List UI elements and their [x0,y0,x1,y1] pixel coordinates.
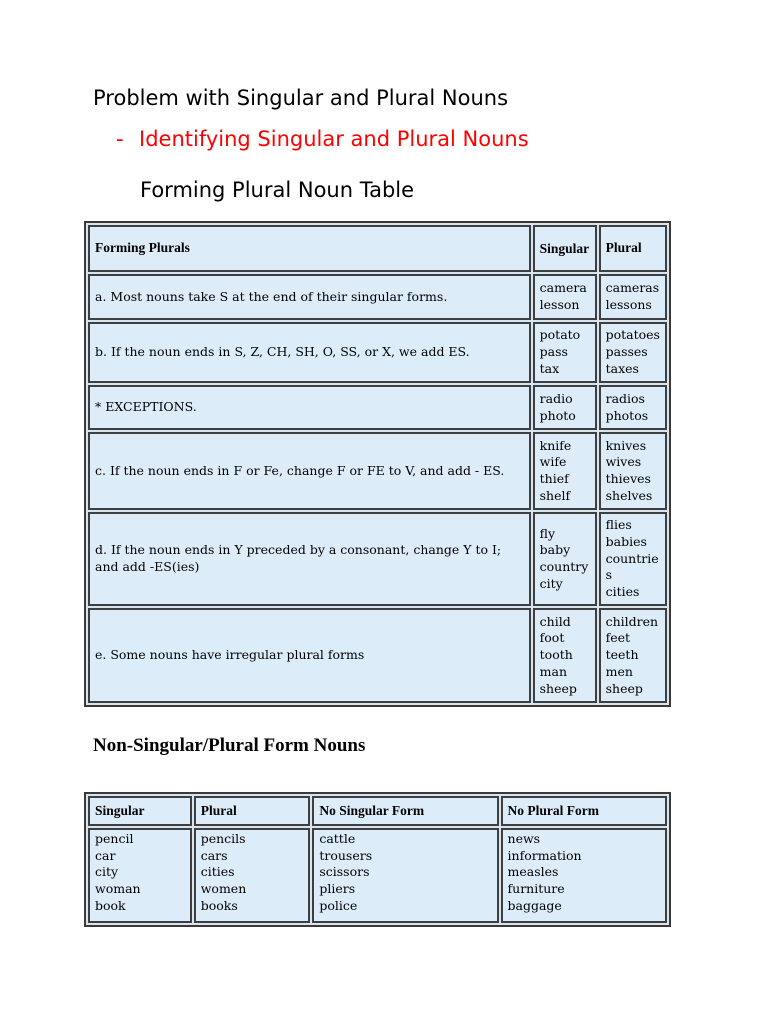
word: countries [605,550,659,583]
word: teeth [605,647,639,663]
word: pliers [319,881,356,897]
word: pencils [200,831,246,846]
word: shelves [605,487,653,503]
header-no-plural-form: No Plural Form [501,796,667,826]
word: sheep [539,680,577,696]
rule-cell: c. If the noun ends in F or Fe, change F or FE to V, and add - ES. [88,432,531,510]
plural-cell [599,512,667,606]
word: sheep [605,680,643,696]
forming-plurals-table [84,221,671,707]
header-singular: Singular [533,225,597,272]
word: cities [200,864,235,880]
word: country [539,559,589,574]
word: baggage [507,897,562,913]
header-no-singular-form: No Singular Form [312,796,498,826]
word: knife [539,437,572,453]
no-plural-form-column [501,828,667,923]
word: foot [539,630,565,646]
word: pencil [95,831,134,846]
plural-cell [599,385,667,430]
word: thieves [605,471,651,486]
word: cities [605,584,640,600]
rule-cell: b. If the noun ends in S, Z, CH, SH, O, SS, or X, we add ES. [88,322,531,383]
word: furniture [507,881,565,897]
word: radios [605,390,645,406]
word: feet [605,630,631,646]
table2-title: Non-Singular/Plural Form Nouns [93,735,366,756]
word: thief [539,471,569,486]
singular-cell [533,608,597,703]
word: wives [605,454,642,470]
word: wife [539,454,567,470]
rule-cell: * EXCEPTIONS. [88,385,531,430]
word: car [95,847,116,863]
word: cameras [605,280,660,296]
word: trousers [319,847,373,863]
header-plural: Plural [194,796,311,826]
page-title: Problem with Singular and Plural Nouns [93,86,509,110]
word: photo [539,407,576,423]
plural-column [194,828,311,923]
plural-cell [599,322,667,383]
word: potatoes [605,327,660,343]
word: flies [605,517,632,533]
table-header-row [88,796,667,826]
rule-cell: d. If the noun ends in Y preceded by a consonant, change Y to I; and add -ES(ies) [88,512,531,606]
word: lesson [539,297,580,312]
word: police [319,897,358,913]
word: children [605,613,659,629]
table-row [88,828,667,923]
word: shelf [539,487,571,503]
table-header-row [88,225,667,272]
word: babies [605,533,647,549]
non-singular-plural-table [84,792,671,927]
singular-cell [533,274,597,320]
word: radio [539,390,573,406]
table1-title: Forming Plural Noun Table [140,178,415,202]
word: child [539,613,571,629]
table-row [88,512,667,606]
plural-cell [599,432,667,510]
header-forming-plurals: Forming Plurals [88,225,531,272]
table-row [88,274,667,320]
singular-cell [533,322,597,383]
plural-cell [599,608,667,703]
word: cattle [319,831,356,846]
subtitle-dash: - [116,127,124,151]
no-singular-form-column [312,828,498,923]
word: women [200,881,247,897]
word: fly [539,525,556,541]
plural-cell [599,274,667,320]
word: tax [539,360,560,376]
word: books [200,897,238,913]
header-singular: Singular [88,796,192,826]
word: lessons [605,297,652,312]
table-row [88,322,667,383]
rule-cell: a. Most nouns take S at the end of their singular forms. [88,274,531,320]
section-subtitle [116,127,529,151]
word: cars [200,847,228,863]
word: city [539,575,563,591]
word: pass [539,344,568,360]
word: baby [539,542,571,558]
table-row [88,432,667,510]
word: knives [605,437,647,453]
word: city [95,864,119,880]
word: passes [605,344,648,360]
word: men [605,663,633,679]
word: news [507,831,541,846]
word: measles [507,864,559,880]
singular-column [88,828,192,923]
singular-cell [533,385,597,430]
header-plural: Plural [599,225,667,272]
table-row [88,608,667,703]
word: woman [95,881,141,897]
subtitle-text: Identifying Singular and Plural Nouns [139,127,529,151]
word: photos [605,407,649,423]
rule-cell: e. Some nouns have irregular plural forms [88,608,531,703]
word: taxes [605,360,639,376]
word: potato [539,327,581,343]
word: book [95,897,126,913]
singular-cell [533,512,597,606]
word: information [507,847,582,863]
word: tooth [539,647,573,663]
table-row [88,385,667,430]
word: man [539,663,567,679]
word: scissors [319,864,370,880]
singular-cell [533,432,597,510]
word: camera [539,280,587,296]
